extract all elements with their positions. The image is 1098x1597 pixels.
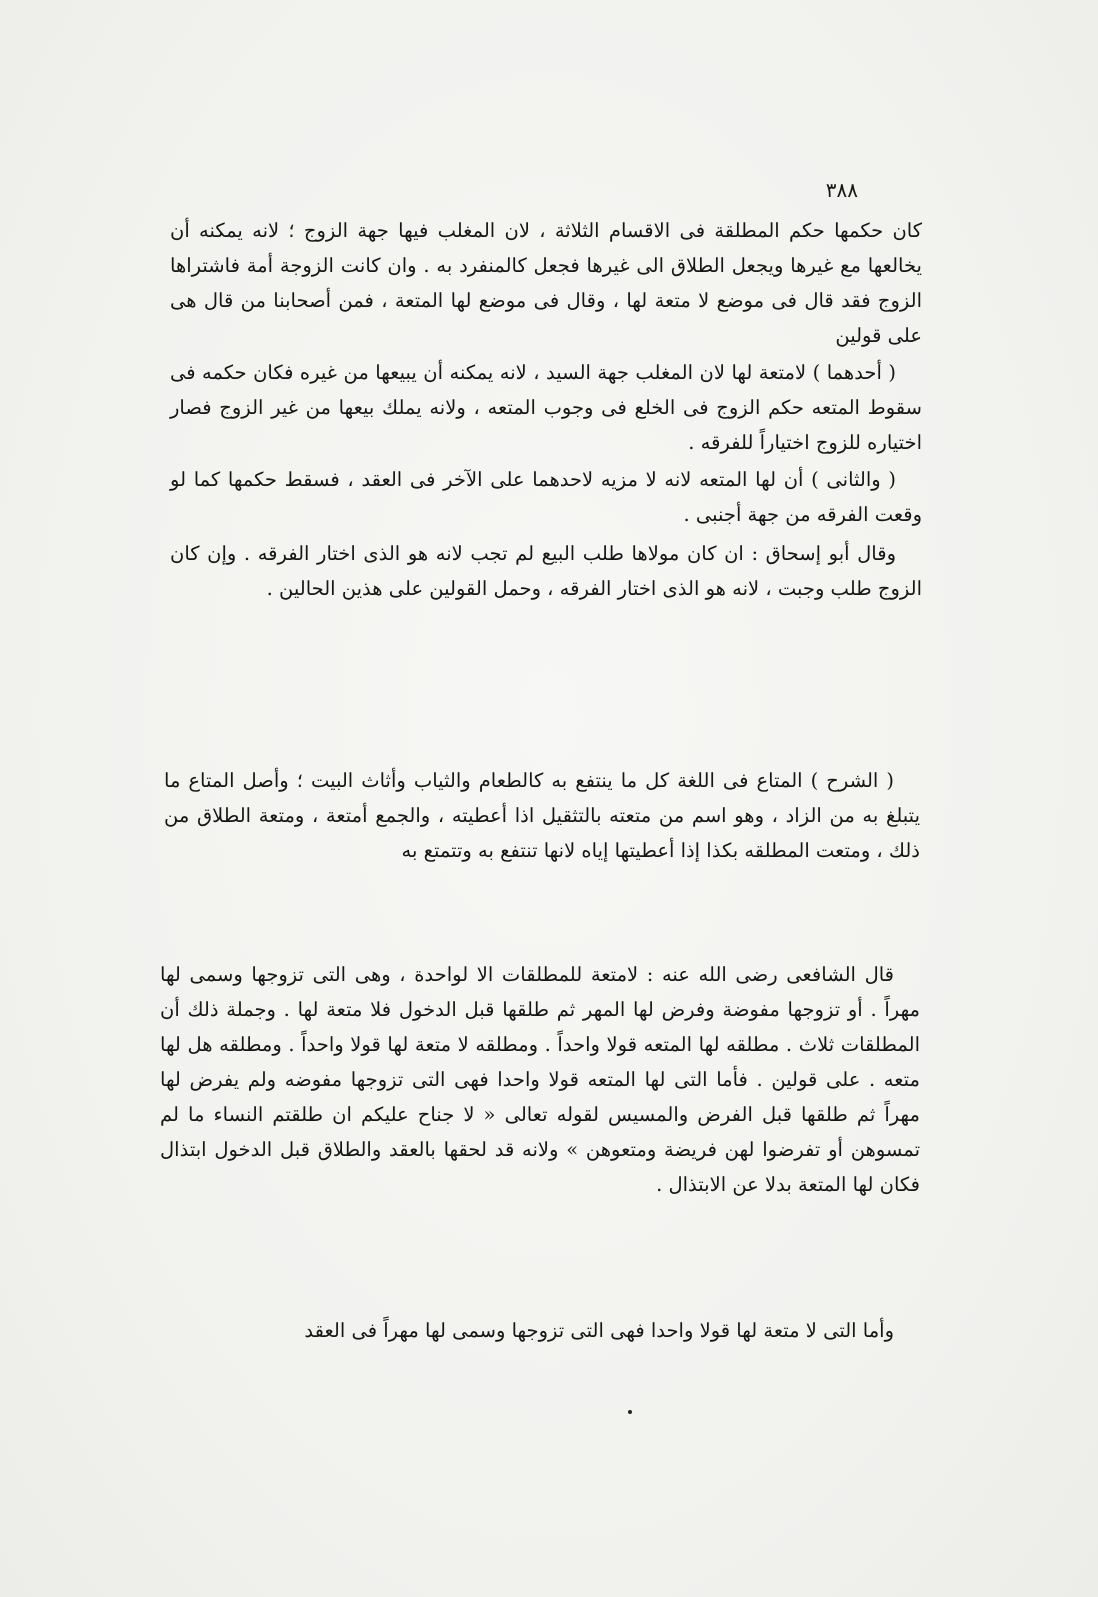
- paragraph-first-opinion: ( أحدهما ) لامتعة لها لان المغلب جهة السيد ، لانه يمكنه أن يبيعها من غيره فكان حكمه فى سقوط المتعه حكم الزوج فى الخلع فى وجوب المتعه ، ولانه يملك بيعها من غير الزوج فصار اختياره للزوج اختياراً للفرقه .: [170, 361, 922, 454]
- sharh-section: [164, 763, 920, 868]
- page-number: ٣٨٨: [825, 178, 858, 202]
- paragraph-closing: وأما التى لا متعة لها قولا واحدا فهى التى تزوجها وسمى لها مهراً فى العقد: [304, 1319, 894, 1342]
- matn-section: [170, 213, 922, 606]
- paragraph-commentary: ( الشرح ) المتاع فى اللغة كل ما ينتفع به كالطعام والثياب وأثاث البيت ؛ وأصل المتاع ما يتبلغ به من الزاد ، وهو اسم من متعته بالتثقيل اذا أعطيته ، والجمع أمتعة ، ومتعة الطلاق من ذلك ، ومتعت المطلقه بكذا إذا أعطيتها إياه لانها تنتفع به وتتمتع به: [164, 769, 920, 862]
- paragraph-opening: كان حكمها حكم المطلقة فى الاقسام الثلاثة ، لان المغلب فيها جهة الزوج ؛ لانه يمكنه أن يخالعها مع غيرها ويجعل الطلاق الى غيرها فجعل كالمنفرد به . وان كانت الزوجة أمة فاشتراها الزوج فقد قال فى موضع لا متعة لها ، وقال فى موضع لها المتعة ، فمن أصحابنا من قال هى على قولين: [170, 219, 922, 347]
- scan-speck: [628, 1410, 632, 1414]
- paragraph-shafii: قال الشافعى رضى الله عنه : لامتعة للمطلقات الا لواحدة ، وهى التى تزوجها وسمى لها مهراً . أو تزوجها مفوضة وفرض لها المهر ثم طلقها قبل الدخول فلا متعة لها . وجملة ذلك أن المطلقات ثلاث . مطلقه لها المتعه قولا واحداً . ومطلقه لا متعة لها قولا واحداً . ومطلقه هل لها متعه . على قولين . فأما التى لها المتعه قولا واحدا فهى التى تزوجها مفوضه ولم يفرض لها مهراً ثم طلقها قبل الفرض والمسيس لقوله تعالى « لا جناح عليكم ان طلقتم النساء ما لم تمسوهن أو تفرضوا لهن فريضة ومتعوهن » ولانه قد لحقها بالعقد والطلاق قبل الدخول ابتذال فكان لها المتعة بدلا عن الابتذال .: [160, 963, 920, 1196]
- shafii-section: [160, 957, 920, 1202]
- paragraph-second-opinion: ( والثانى ) أن لها المتعه لانه لا مزيه لاحدهما على الآخر فى العقد ، فسقط حكمها كما لو وقعت الفرقه من جهة أجنبى .: [170, 468, 922, 526]
- paragraph-abu-ishaq: وقال أبو إسحاق : ان كان مولاها طلب البيع لم تجب لانه هو الذى اختار الفرقه . وإن كان الزوج طلب وجبت ، لانه هو الذى اختار الفرقه ، وحمل القولين على هذين الحالين .: [170, 542, 922, 600]
- closing-section: [160, 1313, 920, 1348]
